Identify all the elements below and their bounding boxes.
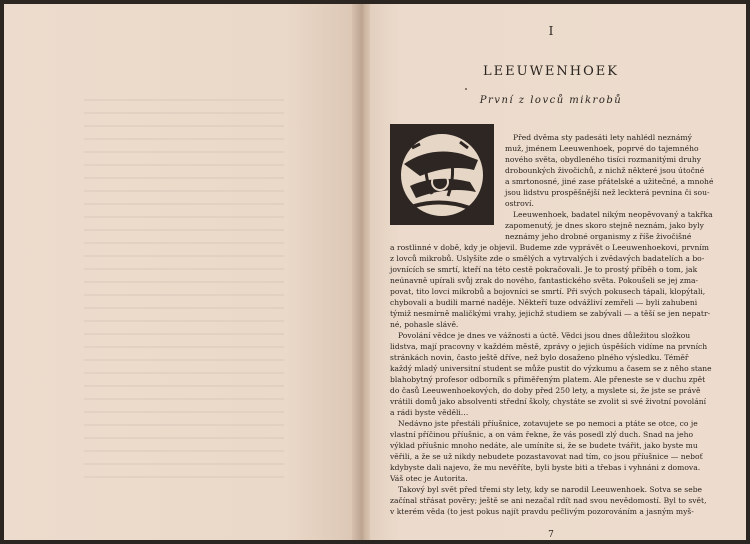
text-line: a smrtonosné, jiné zase přátelské a užitečné, a mnohé (505, 177, 714, 186)
text-line: vlastní příčinou příušnic, a on vám řekne, že vás posedl zlý duch. Snad na jeho (390, 430, 694, 439)
text-line: stránkách novin, často ještě dříve, než bylo dosaženo plného výsledku. Téměř (390, 353, 689, 362)
text-line: Povolání vědce je dnes ve vážnosti a úctě. Vědci jsou dnes důležitou složkou (398, 331, 691, 340)
text-line: Před dvěma sty padesáti lety nahlédl neznámý (513, 133, 692, 142)
text-line: zapomenutý, je dnes skoro stejně neznám, jako byly (505, 221, 704, 230)
text-line: muž, jménem Leeuwenhoek, poprvé do tajemného (505, 144, 699, 153)
text-line: ostroví. (505, 199, 534, 208)
print-speck (465, 88, 467, 90)
text-line: chybovali a budili marné naděje. Někteří tuze odvážliví zemřeli — byli zahubeni (390, 298, 698, 307)
text-line: Nedávno jste přestáli příušnice, zotavujete se po nemoci a ptáte se otce, co je (398, 419, 698, 428)
text-line: každý mladý universitní student se může pustit do výzkumu a časem se z něho stane (390, 364, 712, 373)
text-line: věřili, a že se už nikdy nebudete pozastavovat nad tím, co jsou příušnice — neboť (390, 452, 703, 461)
text-line: nového světa, obydleného tisíci rozmanitými druhy (505, 155, 702, 164)
text-line: Leeuwenhoek, badatel nikým neopěvovaný a takřka (513, 210, 713, 219)
text-line: do časů Leeuwenhoekových, do doby před 250 lety, a myslete si, že jste se právě (390, 386, 701, 395)
text-line: jovnících se smrtí, kteří na této cestě pokračovali. Je to prostý příběh o tom, jak (390, 265, 698, 274)
text-line: a rostlinné v době, kdy je objevil. Budeme zde vyprávět o Leeuwenhoekovi, prvním (390, 243, 709, 252)
text-line: Váš otec je Autorita. (390, 474, 468, 483)
text-line: týmiž nesmírně maličkými vrahy, jejichž studiem se zabývali — a těší se jen nepatr- (390, 309, 711, 318)
microscope-woodcut-illustration (390, 124, 494, 225)
text-line: z lovců mikrobů. Uslyšíte zde o smělých a vytrvalých i zvědavých badatelích a bo- (390, 254, 705, 263)
text-line: neúnavně upírali svůj zrak do nového, fantastického světa. Pokoušeli se jej zma- (390, 276, 699, 285)
text-line: blahobytný profesor odborník s přiměřeným platem. Ale přeneste se v duchu zpět (390, 375, 706, 384)
text-line: drobounkých živočichů, z nichž některé jsou útočné (505, 166, 705, 175)
text-line: v kterém věda (to jest pokus najít pravdu pečlivým pozorováním a jasným myš- (390, 507, 694, 516)
text-line: neznámy jeho drobné organismy z říše živočišné (505, 232, 692, 241)
text-line: a rádi byste věděli… (390, 408, 469, 417)
text-line: jsou lidstvu prospěšnější než leckterá pevnina či sou- (505, 188, 710, 197)
text-line: kdybyste dali najevo, že mu nevěříte, byli byste biti a třebas i vyhnáni z domova. (390, 463, 701, 472)
chapter-subtitle: První z lovců mikrobů (479, 95, 623, 106)
left-page (4, 4, 356, 540)
text-line: vrátili domů jako absolventi střední školy, chystáte se zvolit si své životní povolání (390, 397, 707, 406)
text-line: Takový byl svět před třemi sty lety, kdy se narodil Leeuwenhoek. Sotva se sebe (398, 485, 703, 494)
text-line: začínal střásat pověry; ještě se ani nezačal rdít nad svou nevědomostí. Byl to svět, (390, 496, 707, 505)
chapter-number: I (548, 24, 554, 38)
text-line: né, pohasle slávě. (390, 320, 459, 329)
show-through-text (84, 99, 284, 479)
text-line: lidstva, mají pracovny v každém městě, zprávy o jejich úspěších vidíme na prvních (390, 342, 708, 351)
text-line: povat, tito lovci mikrobů a bojovníci se smrtí. Při svých pokusech tápali, klopýtali, (390, 287, 706, 296)
chapter-title: LEEUWENHOEK (483, 64, 619, 79)
page-number: 7 (548, 530, 554, 540)
text-line: výklad příušnic mnoho nedáte, ale umíníte si, že se budete tvářit, jako byste mu (390, 441, 698, 450)
